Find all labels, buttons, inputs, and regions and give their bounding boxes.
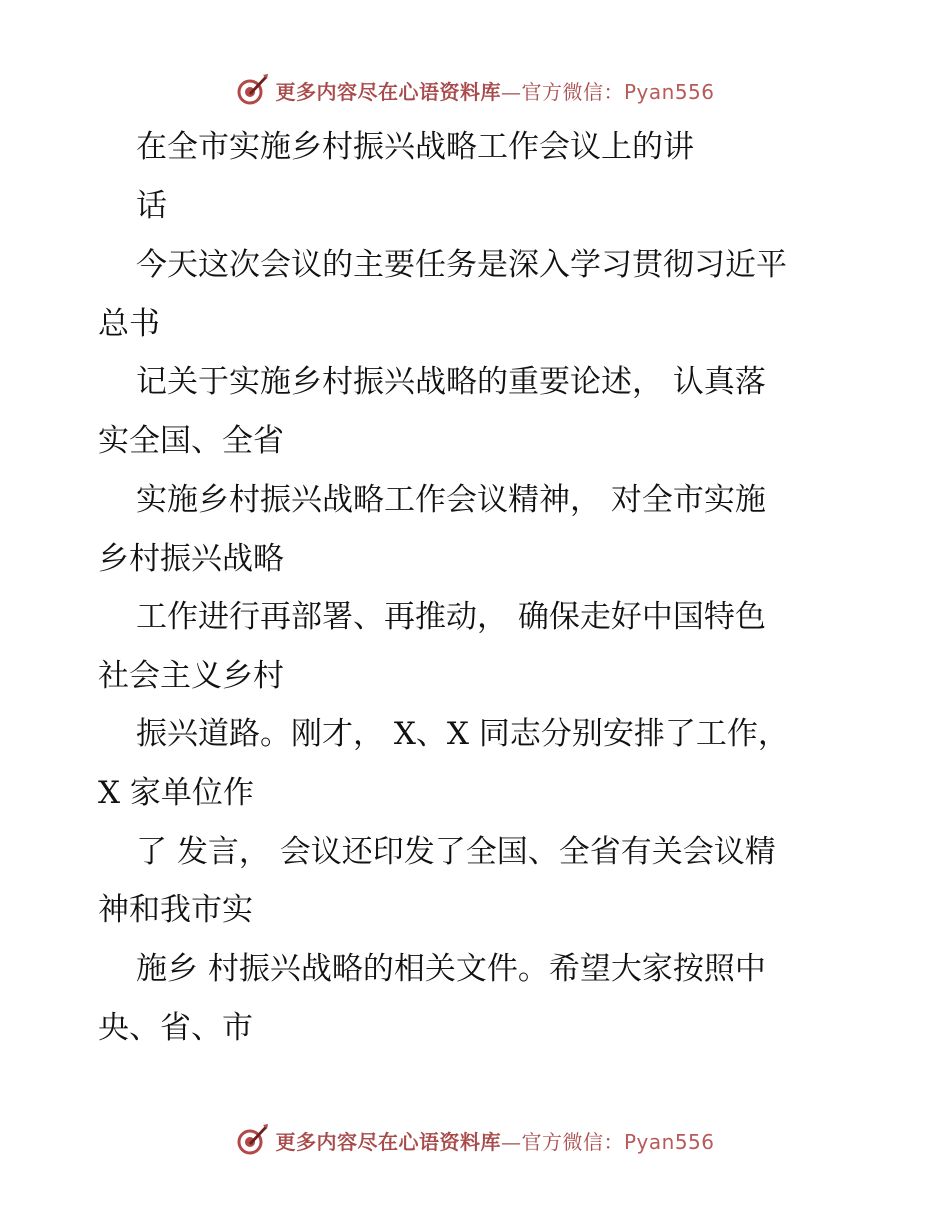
watermark-label: 官方微信： [521, 1129, 624, 1154]
paragraph-line: 工作进行再部署、再推动， 确保走好中国特色 [136, 599, 766, 635]
paragraph-line: X 家单位作 [98, 775, 254, 811]
paragraph-line: 乡村振兴战略 [98, 541, 284, 577]
paragraph-line: 实施乡村振兴战略工作会议精神， 对全市实施 [136, 482, 766, 518]
title-line-1: 在全市实施乡村振兴战略工作会议上的讲 [136, 129, 694, 165]
paragraph-line: 振兴道路。刚才， X、X 同志分别安排了工作， [136, 716, 789, 752]
watermark-text [275, 1126, 714, 1155]
paragraph-line: 实全国、全省 [98, 423, 284, 459]
paragraph-line: 记关于实施乡村振兴战略的重要论述， 认真落 [136, 364, 766, 400]
watermark-separator: — [500, 1129, 522, 1154]
watermark-label: 官方微信： [521, 79, 624, 104]
header-watermark [0, 70, 950, 110]
quill-pen-seal-icon [235, 73, 269, 107]
watermark-site: 更多内容尽在心语资料库 [275, 79, 501, 104]
paragraph-line: 央、省、市 [98, 1010, 253, 1046]
watermark-text [275, 76, 714, 105]
paragraph-line: 了 发言， 会议还印发了全国、全省有关会议精 [136, 834, 776, 870]
watermark-separator: — [500, 79, 522, 104]
paragraph-line: 今天这次会议的主要任务是深入学习贯彻习近平 [136, 247, 787, 283]
watermark-site: 更多内容尽在心语资料库 [275, 1129, 501, 1154]
watermark-handle: Pyan556 [623, 79, 715, 104]
paragraph-line: 神和我市实 [98, 892, 253, 928]
title-line-2: 话 [136, 188, 167, 224]
watermark-handle: Pyan556 [623, 1129, 715, 1154]
quill-pen-seal-icon [235, 1123, 269, 1157]
paragraph-line: 社会主义乡村 [98, 658, 284, 694]
paragraph-line: 施乡 村振兴战略的相关文件。希望大家按照中 [136, 951, 766, 987]
footer-watermark [0, 1120, 950, 1160]
paragraph-line: 总书 [98, 306, 160, 342]
